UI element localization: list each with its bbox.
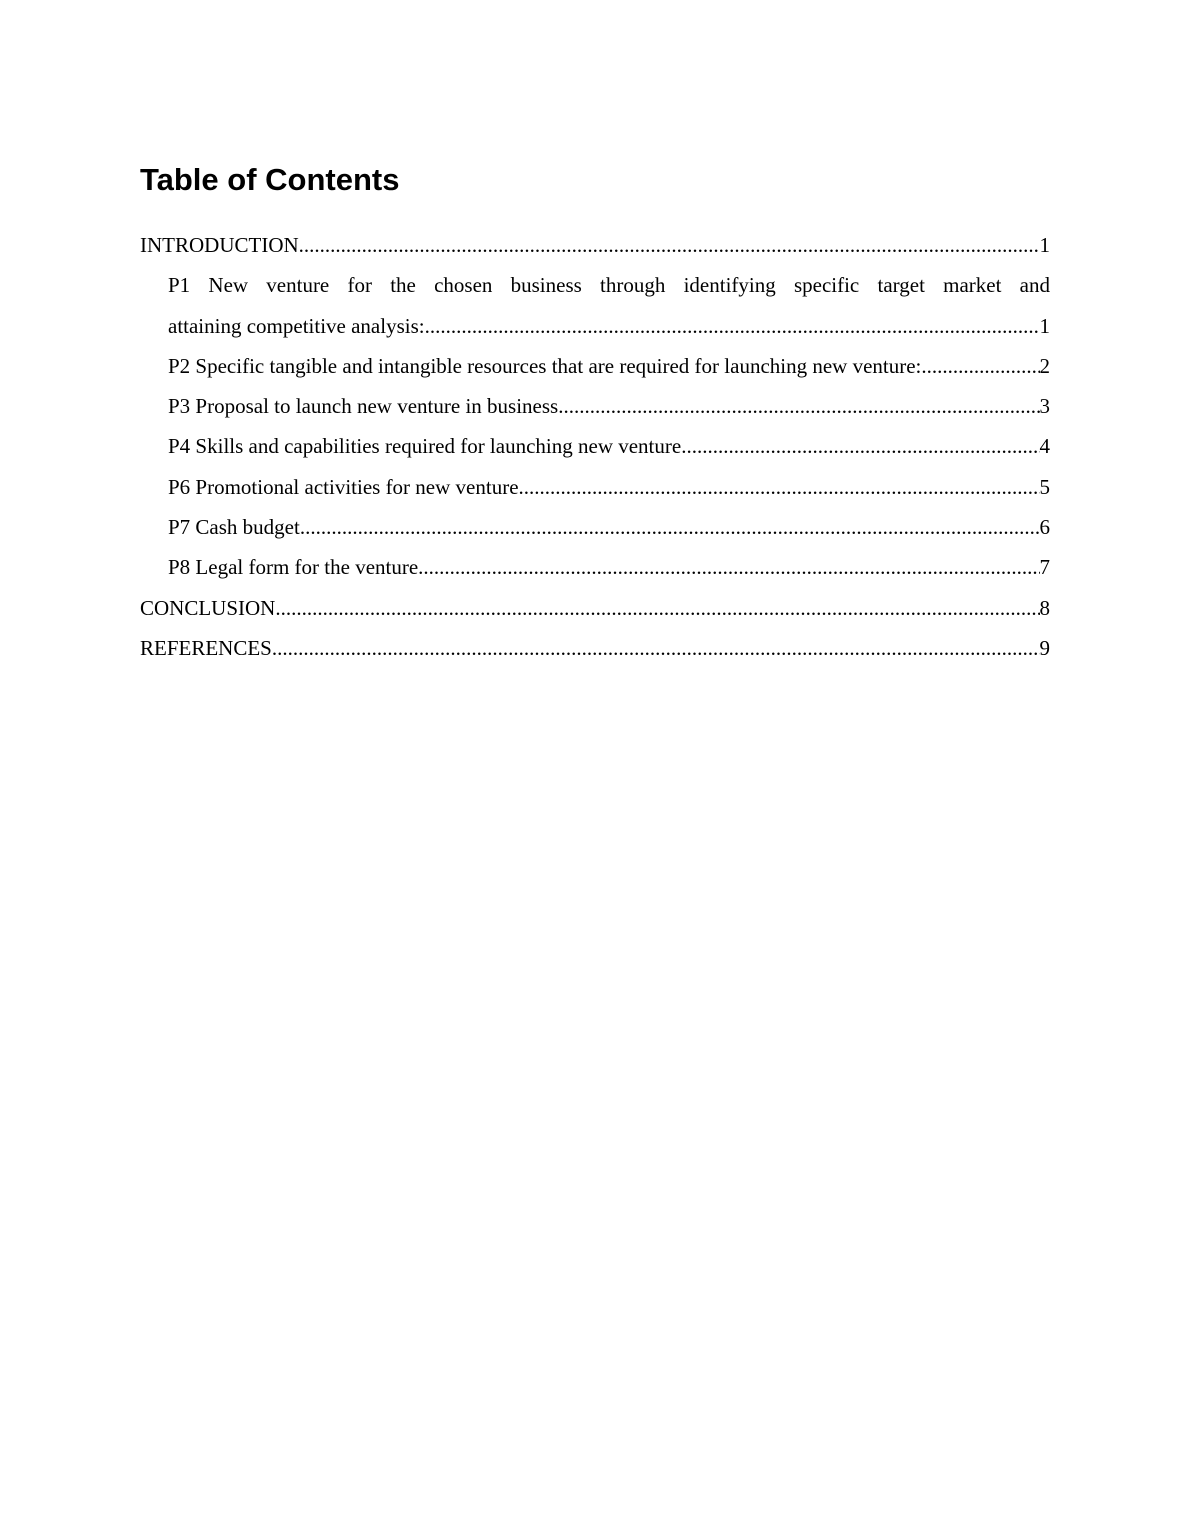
toc-page-number: 6 xyxy=(1039,515,1050,540)
toc-title: Table of Contents xyxy=(140,162,400,197)
dot-leader xyxy=(275,588,1039,628)
toc-entry-p8[interactable] xyxy=(140,547,1050,587)
toc-entry-label-line1: P1 New venture for the chosen business through identifying specific target market and xyxy=(168,273,1050,298)
toc-entry-label: INTRODUCTION xyxy=(140,233,299,257)
toc-entry-label-line2: attaining competitive analysis: xyxy=(168,313,425,338)
dot-leader xyxy=(519,467,1040,507)
dot-leader xyxy=(558,386,1039,426)
toc-entry-label: P3 Proposal to launch new venture in business xyxy=(168,394,559,419)
dot-leader xyxy=(921,346,1039,386)
toc-page-number: 2 xyxy=(1039,353,1050,378)
toc-entry-label: P6 Promotional activities for new venture xyxy=(168,474,519,499)
toc-entry-label: P4 Skills and capabilities required for launching new venture xyxy=(168,434,682,459)
toc-entry-label: P8 Legal form for the venture xyxy=(168,555,419,580)
toc-page-number: 1 xyxy=(1039,233,1050,257)
toc-entry-label: REFERENCES xyxy=(140,635,272,660)
toc-entry-p1-continued[interactable] xyxy=(140,306,1050,346)
dot-leader xyxy=(299,225,1040,265)
toc-entry-label: P7 Cash budget xyxy=(168,515,300,540)
toc-entry-label: P2 Specific tangible and intangible resources that are required for launching new venture: xyxy=(168,353,922,378)
toc-entry-references[interactable] xyxy=(140,628,1050,668)
dot-leader xyxy=(272,628,1040,668)
toc-entry-p3[interactable] xyxy=(140,386,1050,426)
dot-leader xyxy=(418,547,1039,587)
toc-entry-p6[interactable] xyxy=(140,467,1050,507)
toc-page-number: 1 xyxy=(1039,313,1050,338)
toc-list xyxy=(140,225,1050,668)
toc-entry-label: CONCLUSION xyxy=(140,595,276,620)
toc-entry-p4[interactable] xyxy=(140,426,1050,466)
toc-entry-conclusion[interactable] xyxy=(140,588,1050,628)
toc-page-number: 8 xyxy=(1039,595,1050,620)
toc-page-number: 4 xyxy=(1039,434,1050,459)
toc-entry-p2[interactable] xyxy=(140,346,1050,386)
dot-leader xyxy=(300,507,1040,547)
toc-page-number: 3 xyxy=(1039,394,1050,419)
toc-page-number: 5 xyxy=(1039,474,1050,499)
toc-page-number: 7 xyxy=(1039,555,1050,580)
toc-entry-p7[interactable] xyxy=(140,507,1050,547)
toc-page-number: 9 xyxy=(1039,635,1050,660)
toc-entry-p1[interactable] xyxy=(140,265,1050,305)
toc-entry-introduction[interactable] xyxy=(140,225,1050,265)
dot-leader xyxy=(425,306,1040,346)
dot-leader xyxy=(681,426,1039,466)
